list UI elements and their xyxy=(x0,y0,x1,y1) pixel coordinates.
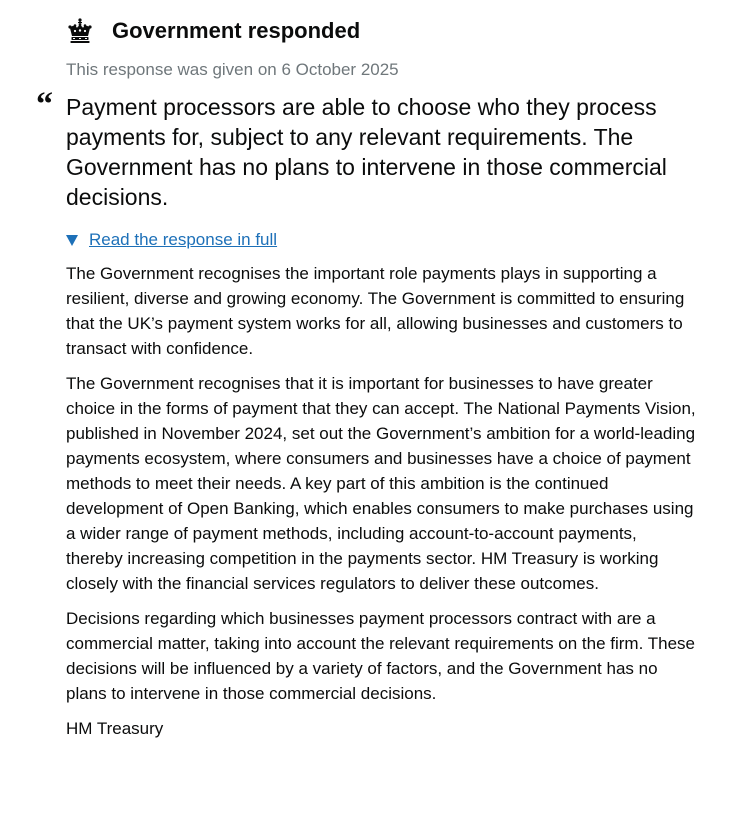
read-full-response-toggle[interactable] xyxy=(66,228,277,252)
crown-icon xyxy=(66,17,94,45)
response-signoff: HM Treasury xyxy=(66,719,164,738)
response-summary: Payment processors are able to choose who they process payments for, subject to any relevant requirements. The Government has no plans to intervene in those commercial decisions. xyxy=(66,94,667,210)
response-header xyxy=(66,14,360,48)
response-heading: Government responded xyxy=(112,18,361,43)
response-paragraph: Decisions regarding which businesses payment processors contract with are a commercial matter, taking into account the relevant requirements on the firm. These decisions will be influenced by a variety of factors, and the Government has no plans to intervene in those commercial decisions. xyxy=(66,609,695,703)
response-paragraph: The Government recognises that it is important for businesses to have greater choice in the forms of payment that they can accept. The National Payments Vision, published in November 2024, set out the Government’s ambition for a world-leading payments ecosystem, where consumers and businesses have a choice of payment methods to meet their needs. A key part of this ambition is the continued development of Open Banking, which enables consumers to make purchases using a wider range of payment methods, including account-to-account payments, thereby increasing competition in the payments sector. HM Treasury is working closely with the financial services regulators to deliver these outcomes. xyxy=(66,374,696,593)
read-full-response-link[interactable]: Read the response in full xyxy=(89,230,278,249)
response-paragraph: The Government recognises the important role payments plays in supporting a resilient, diverse and growing economy. The Government is committed to ensuring that the UK’s payment system works for all, allowing businesses and customers to transact with confidence. xyxy=(66,264,685,358)
response-date: This response was given on 6 October 2025 xyxy=(66,60,399,79)
full-response-body xyxy=(66,261,696,751)
quote-mark-icon: “ xyxy=(36,86,53,123)
triangle-down-icon xyxy=(66,235,78,246)
